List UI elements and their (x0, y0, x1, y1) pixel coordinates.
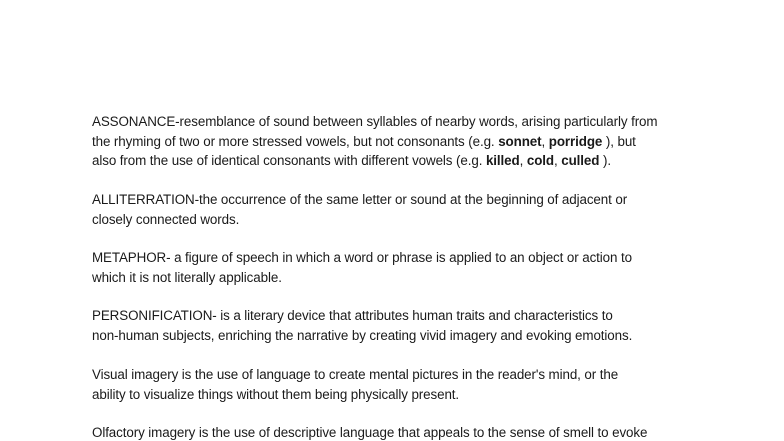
olfactory-imagery-line-1: Olfactory imagery is the use of descriptive language that appeals to the sense of smell to evoke (92, 425, 648, 440)
olfactory-imagery-paragraph (92, 423, 712, 441)
example-word-cold: cold (526, 153, 554, 168)
text-run: ). (599, 153, 611, 168)
metaphor-paragraph (92, 248, 712, 287)
example-word-culled: culled (561, 153, 600, 168)
text-run: , (553, 153, 562, 168)
metaphor-line-1: METAPHOR- a figure of speech in which a word or phrase is applied to an object or action to (92, 250, 632, 265)
personification-line-1: PERSONIFICATION- is a literary device that attributes human traits and characteristics to (92, 308, 613, 323)
visual-imagery-paragraph (92, 365, 712, 404)
text-run: ), but (602, 133, 636, 149)
alliteration-line-1: ALLITERRATION-the occurrence of the same letter or sound at the beginning of adjacent or (92, 192, 628, 207)
alliteration-line-2: closely connected words. (92, 211, 240, 227)
example-word-killed: killed (485, 153, 520, 168)
text-run: , (519, 153, 527, 168)
text-run: , (541, 133, 549, 149)
assonance-line-3 (92, 151, 712, 171)
alliteration-paragraph (92, 190, 712, 229)
assonance-line-1: ASSONANCE-resemblance of sound between syllables of nearby words, arising particularly from (92, 114, 658, 129)
example-word-porridge: porridge (548, 133, 603, 149)
example-word-sonnet: sonnet (498, 133, 542, 149)
personification-paragraph (92, 306, 712, 345)
assonance-line-2 (92, 132, 712, 152)
metaphor-line-2: which it is not literally applicable. (92, 269, 282, 285)
assonance-paragraph (92, 112, 712, 171)
text-run: the rhyming of two or more stressed vowels, but not consonants (e.g. (92, 133, 499, 149)
visual-imagery-line-1: Visual imagery is the use of language to create mental pictures in the reader's mind, or the (92, 367, 619, 382)
visual-imagery-line-2: ability to visualize things without them being physically present. (92, 386, 460, 402)
text-run: also from the use of identical consonants with different vowels (e.g. (92, 153, 486, 168)
personification-line-2: non-human subjects, enriching the narrative by creating vivid imagery and evoking emotions. (92, 327, 633, 343)
